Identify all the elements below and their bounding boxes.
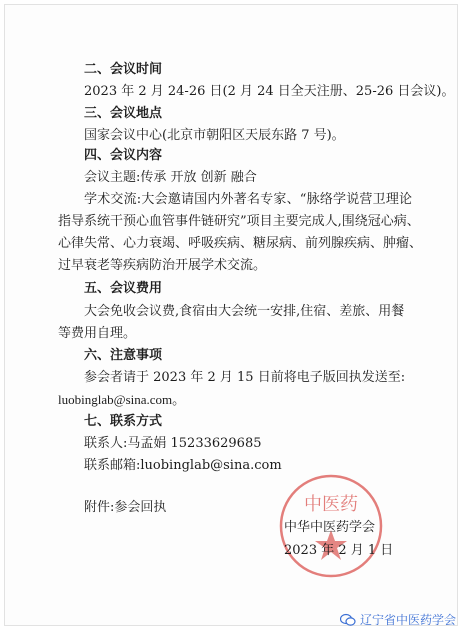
contact-email: 联系邮箱:luobinglab@sina.com	[84, 458, 282, 473]
notes-line-2: luobinglab@sina.com。	[58, 392, 186, 407]
section-heading-notes: 六、注意事项	[84, 348, 163, 363]
meeting-theme: 会议主题:传承 开放 创新 融合	[84, 170, 257, 185]
section-heading-fees: 五、会议费用	[84, 281, 163, 296]
content-line-1: 学术交流:大会邀请国内外著名专家、“脉络学说营卫理论	[84, 192, 413, 207]
signature-org: 中华中医药学会	[284, 520, 376, 535]
signature-date: 2023 年 2 月 1 日	[284, 543, 394, 558]
content-line-2: 指导系统干预心血管事件链研究”项目主要完成人,围绕冠心病、	[58, 214, 420, 229]
attachment-note: 附件:参会回执	[84, 500, 167, 515]
section-heading-contact: 七、联系方式	[84, 414, 163, 429]
section-heading-time: 二、会议时间	[84, 62, 163, 77]
watermark-label: 辽宁省中医药学会	[359, 613, 456, 627]
wechat-icon	[340, 613, 356, 627]
section-text-time: 2023 年 2 月 24-26 日(2 月 24 日全天注册、25-26 日会议)。	[84, 84, 455, 99]
section-heading-location: 三、会议地点	[84, 106, 163, 121]
seal-text: 中医药	[304, 494, 358, 515]
fees-line-2: 等费用自理。	[58, 326, 137, 341]
source-watermark	[340, 611, 456, 628]
fees-line-1: 大会免收会议费,食宿由大会统一安排,住宿、差旅、用餐	[84, 304, 405, 319]
contact-person: 联系人:马孟娟 15233629685	[84, 436, 262, 451]
section-text-location: 国家会议中心(北京市朝阳区天辰东路 7 号)。	[84, 128, 345, 143]
section-heading-content: 四、会议内容	[84, 148, 163, 163]
content-line-4: 过早衰老等疾病防治开展学术交流。	[58, 258, 267, 273]
notes-line-1: 参会者请于 2023 年 2 月 15 日前将电子版回执发送至:	[84, 370, 406, 385]
content-line-3: 心律失常、心力衰竭、呼吸疾病、糖尿病、前列腺疾病、肿瘤、	[58, 236, 423, 251]
